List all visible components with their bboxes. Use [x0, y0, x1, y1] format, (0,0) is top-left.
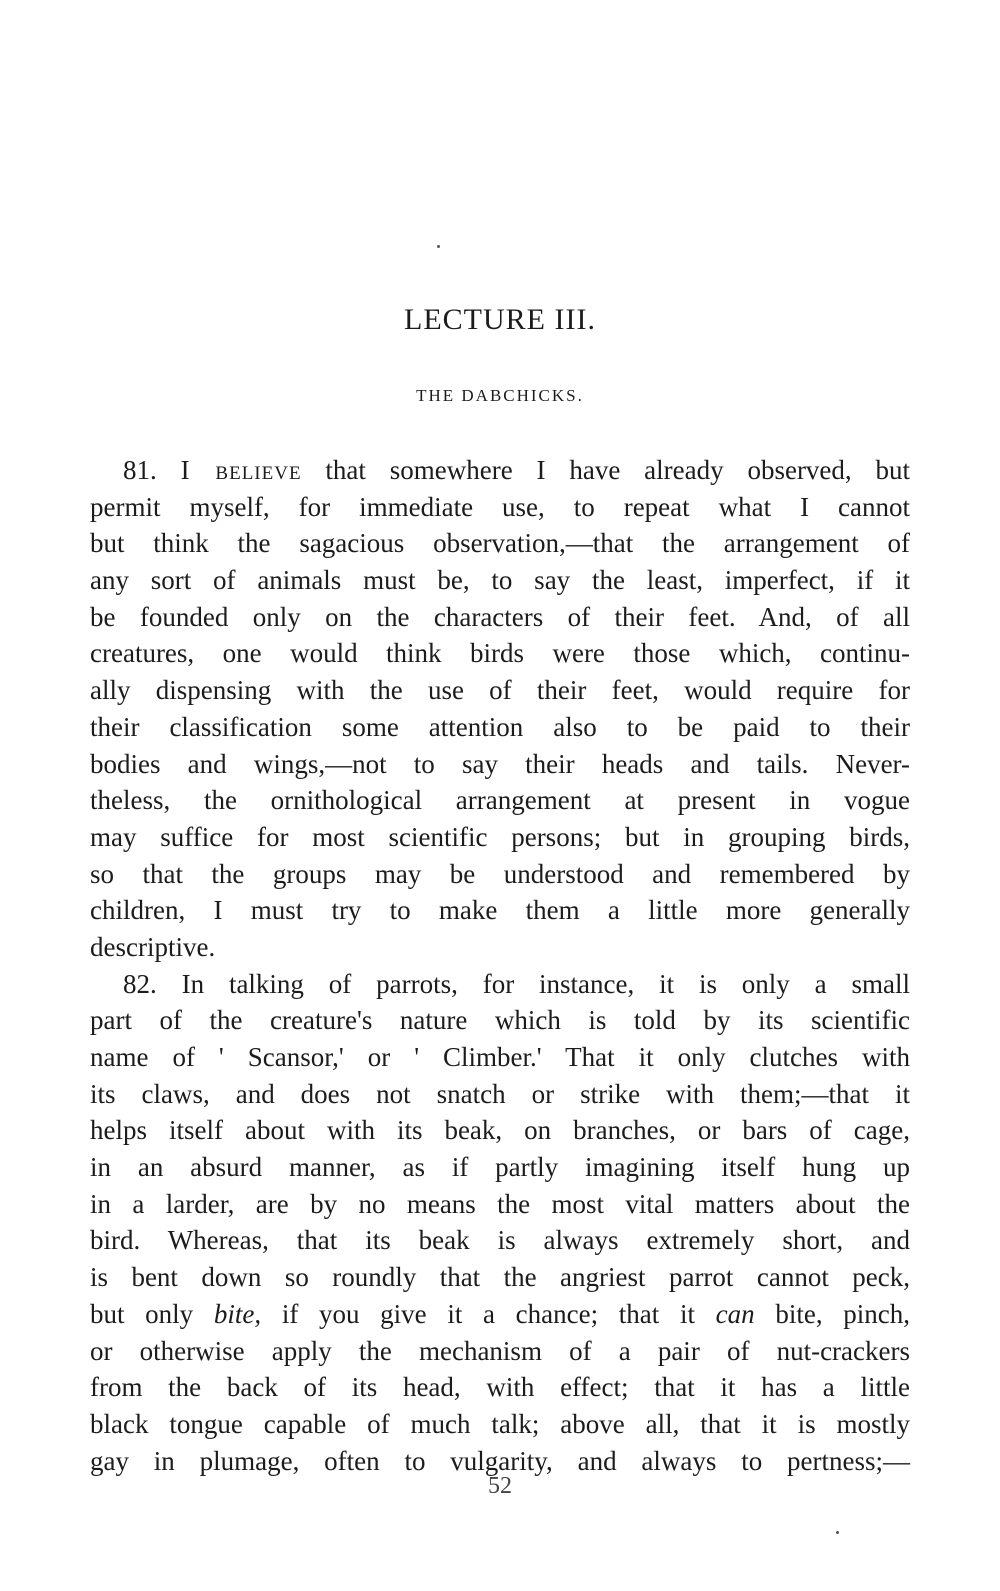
text-line: bodies and wings,—not to say their heads and tails. Never- [90, 748, 910, 779]
body-text [90, 452, 910, 1479]
text-line: or otherwise apply the mechanism of a pair of nut-crackers [90, 1335, 910, 1366]
text-line: name of ' Scansor,' or ' Climber.' That it only clutches with [90, 1042, 910, 1072]
text-line: permit myself, for immediate use, to repeat what I cannot [90, 491, 910, 522]
text-line: part of the creature's nature which is told by its scientific [90, 1005, 910, 1036]
text-line: 81. I believe that somewhere I have already observed, but [123, 455, 911, 485]
text-line: ally dispensing with the use of their feet, would require for [90, 675, 910, 706]
text-line: creatures, one would think birds were those which, continu- [90, 638, 910, 669]
text-line: may suffice for most scientific persons; but in grouping birds, [90, 821, 910, 852]
text-line: is bent down so roundly that the angriest parrot cannot peck, [90, 1262, 910, 1293]
text-line: their classification some attention also to be paid to their [90, 711, 910, 742]
text-line: so that the groups may be understood and remembered by [90, 858, 910, 889]
text-line: children, I must try to make them a little more generally [90, 895, 910, 926]
italic-word: bite, [213, 1298, 262, 1329]
text-line: 82. In talking of parrots, for instance, it is only a small [123, 968, 910, 999]
paragraph-number: 81. [123, 455, 157, 485]
text-line: but only bite, if you give it a chance; that it can bite, pinch, [90, 1298, 910, 1329]
text-line: any sort of animals must be, to say the least, imperfect, if it [90, 565, 910, 596]
lecture-title: LECTURE III. [404, 303, 596, 336]
text-line: gay in plumage, often to vulgarity, and always to pertness;— [90, 1445, 910, 1476]
chapter-subtitle: THE DABCHICKS. [416, 386, 584, 405]
print-speck [836, 1531, 839, 1534]
italic-word: can [715, 1298, 755, 1329]
text-line: in an absurd manner, as if partly imagining itself hung up [90, 1152, 910, 1183]
text-line: in a larder, are by no means the most vital matters about the [90, 1188, 910, 1219]
text-line: theless, the ornithological arrangement at present in vogue [90, 785, 910, 816]
text-line: but think the sagacious observation,—that the arrangement of [90, 528, 910, 559]
print-speck [437, 245, 440, 248]
text-line: its claws, and does not snatch or strike with them;—that it [90, 1078, 910, 1109]
text-line: helps itself about with its beak, on branches, or bars of cage, [90, 1115, 910, 1146]
page-number: 52 [488, 1473, 512, 1499]
text-line: be founded only on the characters of their feet. And, of all [90, 601, 910, 632]
text-line: black tongue capable of much talk; above all, that it is mostly [90, 1408, 910, 1439]
text-line: bird. Whereas, that its beak is always extremely short, and [90, 1225, 910, 1256]
text-line: descriptive. [90, 931, 216, 962]
text-line: from the back of its head, with effect; that it has a little [90, 1372, 910, 1403]
lead-word: I believe [180, 455, 302, 485]
